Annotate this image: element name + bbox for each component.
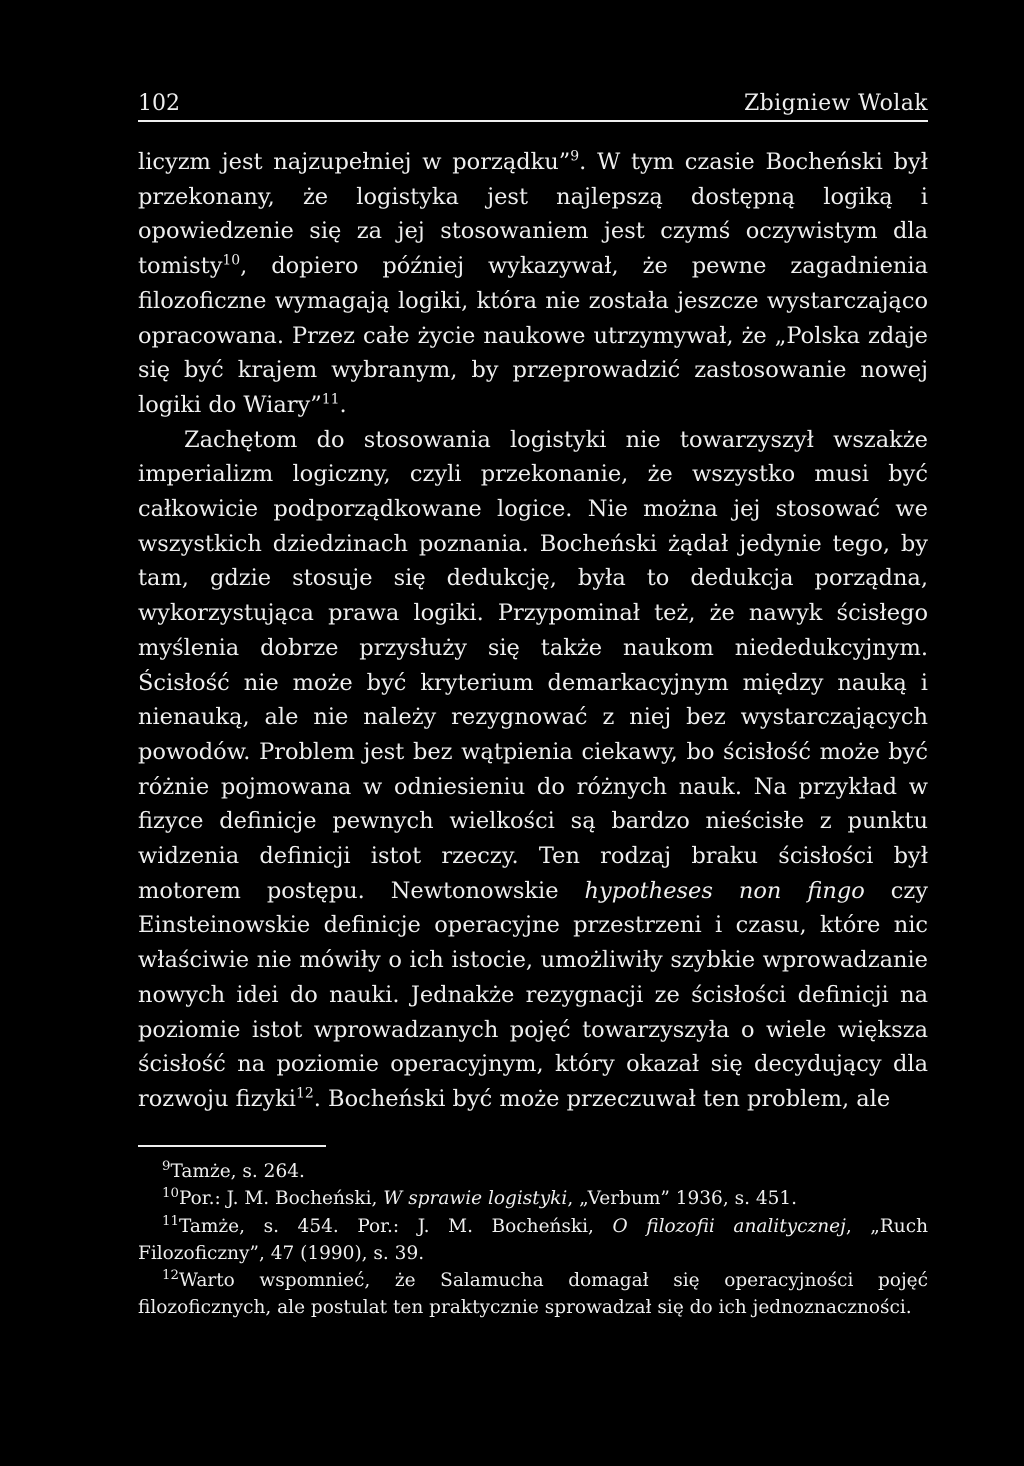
page-header — [138, 90, 928, 122]
running-head-author: Zbigniew Wolak — [744, 91, 928, 116]
paragraph-1-text-c: , dopiero później wykazywał, że pewne zagadnienia filozoficzne wymagają logiki, która nie została jeszcze wystarczająco opracowana. Przez całe życie naukowe utrzymywał, że „Polska zdaje się być krajem wybranym, by przeprowadzić zastosowanie nowej logiki do Wiary” — [138, 253, 928, 418]
footnote-text: Warto wspomnieć, że Salamucha domagał się operacyjności pojęć filozoficznych, ale postulat ten praktycznie sprowadzał się do ich jednoznaczności. — [138, 1270, 928, 1319]
paragraph-1-text-a: licyzm jest najzupełniej w porządku” — [138, 149, 571, 175]
footnote-number: 10 — [162, 1186, 179, 1202]
footnote-divider — [138, 1145, 326, 1147]
paragraph-1 — [138, 145, 928, 423]
paragraph-2-text-b: czy Einsteinowskie definicje operacyjne przestrzeni i czasu, które nic właściwie nie mówiły o ich istocie, umożliwiły szybkie wprowadzanie nowych idei do nauki. Jednakże rezygnacji ze ścisłości definicji na poziomie istot wprowadzanych pojęć towarzyszyła o wiele większa ścisłość na poziomie operacyjnym, który okazał się decydujący dla rozwoju fizyki — [138, 877, 928, 1112]
footnote-number: 9 — [162, 1158, 171, 1174]
footnote-text-b: , „Ruch Filozoficzny”, 47 (1990), s. 39. — [138, 1215, 929, 1264]
body-text — [138, 145, 928, 1117]
footnote-ref-10: 10 — [222, 252, 241, 269]
footnote-text: Tamże, s. 264. — [170, 1161, 305, 1182]
footnote-ref-12: 12 — [295, 1085, 314, 1102]
footnote-ref-11: 11 — [321, 391, 340, 408]
page-number: 102 — [138, 91, 180, 116]
paragraph-2-text-c: . Bocheński być może przeczuwał ten problem, ale — [313, 1085, 891, 1112]
footnote-title-italic: W sprawie logistyki — [383, 1188, 568, 1210]
footnote-text-a: Por.: J. M. Bocheński, — [178, 1188, 384, 1210]
footnotes — [138, 1158, 928, 1322]
footnote-title-italic: O filozofii analitycznej — [612, 1215, 846, 1237]
footnote-number: 11 — [162, 1213, 179, 1229]
footnote-text-b: , „Verbum” 1936, s. 451. — [567, 1188, 798, 1210]
footnote-ref-9: 9 — [570, 148, 580, 165]
footnote-11 — [138, 1213, 928, 1268]
footnote-12 — [138, 1267, 928, 1322]
footnote-10 — [138, 1185, 928, 1212]
italic-phrase: hypotheses non fingo — [584, 877, 865, 904]
footnote-9 — [138, 1158, 928, 1185]
footnote-text-a: Tamże, s. 454. Por.: J. M. Bocheński, — [178, 1215, 613, 1237]
footnote-number: 12 — [162, 1268, 179, 1284]
paragraph-1-text-d: . — [339, 391, 347, 418]
paragraph-1-text-b: . W tym czasie Bocheński był przekonany, że logistyka jest najlepszą dostępną logiką i opowiedzenie się za jej stosowaniem jest czymś oczywistym dla tomisty — [138, 149, 928, 280]
paragraph-2-text-a: Zachętom do stosowania logistyki nie towarzyszył wszakże imperializm logiczny, czyli przekonanie, że wszystko musi być całkowicie podporządkowane logice. Nie można jej stosować we wszystkich dziedzinach poznania. Bocheński żądał jedynie tego, by tam, gdzie stosuje się dedukcję, była to dedukcja porządna, wykorzystująca prawa logiki. Przypominał też, że nawyk ścisłego myślenia dobrze przysłuży się także naukom niededukcyjnym. Ścisłość nie może być kryterium demarkacyjnym między nauką i nienauką, ale nie należy rezygnować z niej bez wystarczających powodów. Problem jest bez wątpienia ciekawy, bo ścisłość może być różnie pojmowana w odniesieniu do różnych nauk. Na przykład w fizyce definicje pewnych wielkości są bardzo nieścisłe z punktu widzenia definicji istot rzeczy. Ten rodzaj braku ścisłości był motorem postępu. Newtonowskie — [138, 426, 928, 904]
paragraph-2 — [138, 423, 928, 1117]
